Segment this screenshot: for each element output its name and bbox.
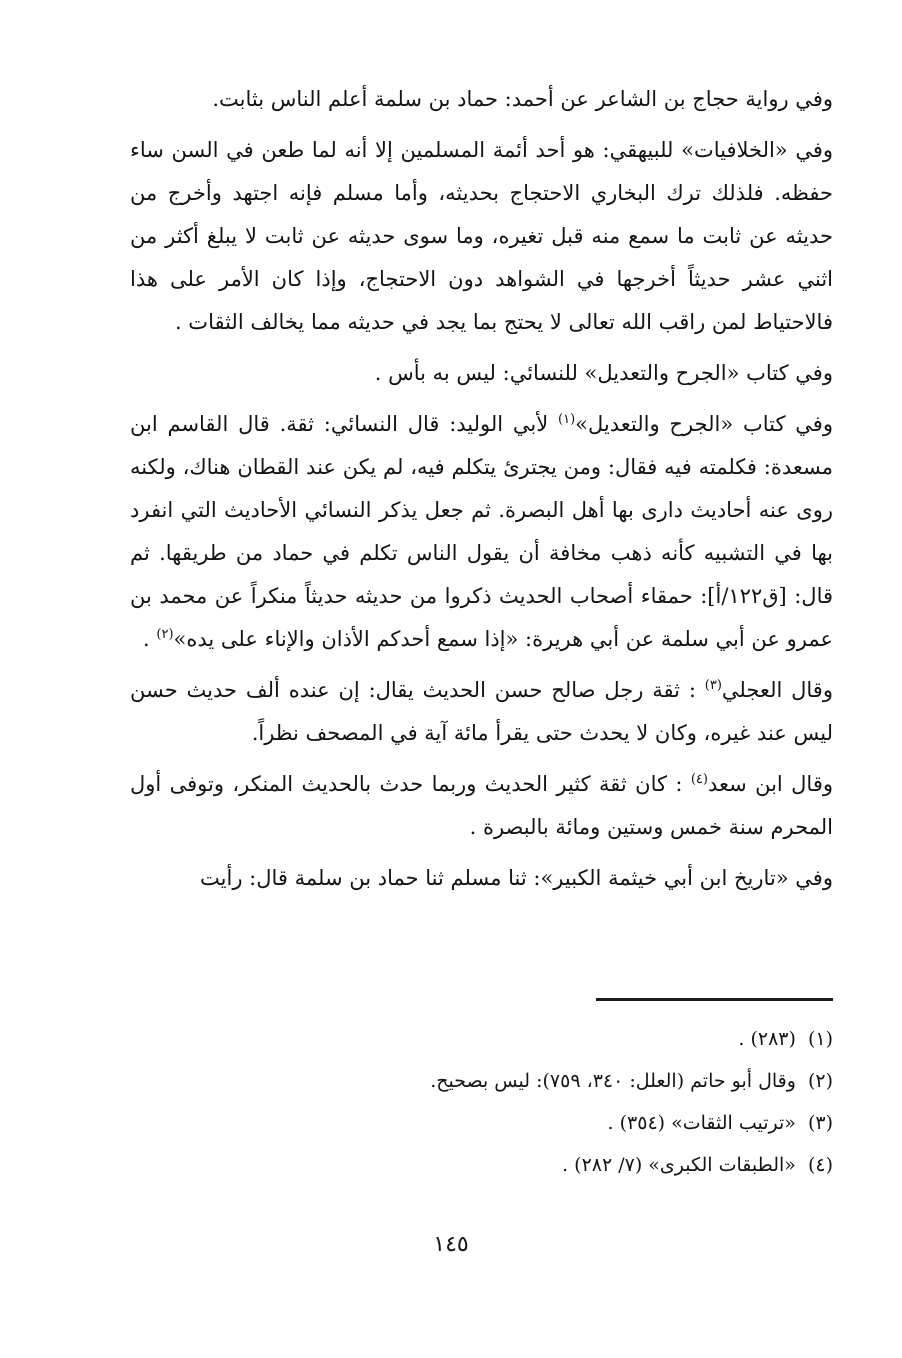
paragraph-text: وقال العجلي — [721, 678, 833, 702]
paragraph-text: وفي كتاب «الجرح والتعديل» للنسائي: ليس به بأس . — [374, 361, 833, 385]
footnote-ref: (١) — [558, 412, 576, 427]
paragraph-2 — [130, 129, 833, 344]
footnote-text: وقال أبو حاتم (العلل: ٣٤٠، ٧٥٩): ليس بصحيح. — [430, 1070, 796, 1092]
paragraph-7 — [130, 857, 833, 900]
footnote-number: (٣) — [807, 1112, 833, 1134]
footnote-text: «الطبقات الكبرى» (٧/ ٢٨٢) . — [562, 1154, 796, 1176]
footnote-4 — [300, 1144, 833, 1186]
paragraph-text: وفي رواية حجاج بن الشاعر عن أحمد: حماد بن سلمة أعلم الناس بثابت. — [212, 87, 833, 111]
footnote-ref: (٤) — [690, 772, 708, 787]
paragraph-5 — [130, 669, 833, 755]
footnote-1 — [300, 1018, 833, 1060]
footnote-2 — [300, 1060, 833, 1102]
footnote-ref: (٣) — [704, 678, 722, 693]
footnote-number: (٢) — [807, 1070, 833, 1092]
paragraph-text: وفي «تاريخ ابن أبي خيثمة الكبير»: ثنا مسلم ثنا حماد بن سلمة قال: رأيت — [200, 866, 833, 890]
paragraph-6 — [130, 763, 833, 849]
paragraph-text: وفي «الخلافيات» للبيهقي: هو أحد أئمة المسلمين إلا أنه لما طعن في السن ساء حفظه. فلذلك ترك البخاري الاحتجاج بحديثه، وأما مسلم فإنه اجتهد وأخرج من حديثه عن ثابت ما سمع منه قبل تغيره، وما سوى حديثه عن ثابت لا يبلغ أكثر من اثني عشر حديثاً أخرجها في الشواهد دون الاحتجاج، وإذا كان الأمر على هذا فالاحتياط لمن راقب الله تعالى لا يحتج بما يجد في حديثه مما يخالف الثقات . — [130, 138, 833, 334]
footnotes — [300, 1018, 833, 1186]
main-text — [130, 78, 833, 908]
paragraph-text: وفي كتاب «الجرح والتعديل» — [575, 412, 833, 436]
footnote-separator — [596, 998, 833, 1001]
paragraph-text: : كان ثقة كثير الحديث وربما حدث بالحديث المنكر، وتوفى أول المحرم سنة خمس وستين ومائة بالبصرة . — [130, 772, 833, 839]
footnote-number: (١) — [807, 1028, 833, 1050]
paragraph-text: : ثقة رجل صالح حسن الحديث يقال: إن عنده ألف حديث حسن ليس عند غيره، وكان لا يحدث حتى يقرأ مائة آية في المصحف نظراً. — [130, 678, 833, 745]
footnote-text: «ترتيب الثقات» (٣٥٤) . — [607, 1112, 796, 1134]
paragraph-text: وقال ابن سعد — [707, 772, 833, 796]
paragraph-4 — [130, 403, 833, 661]
footnote-number: (٤) — [807, 1154, 833, 1176]
paragraph-text: لأبي الوليد: قال النسائي: ثقة. قال القاسم ابن مسعدة: فكلمته فيه فقال: ومن يجترئ يتكلم فيه، لم يكن عند القطان هناك، ولكنه روى عنه أحاديث دارى بها أهل البصرة. ثم جعل يذكر النسائي الأحاديث التي انفرد بها في التشبيه كأنه ذهب مخافة أن يقول الناس تكلم في حماد من طريقها. ثم قال: [ق١٢٢/أ]: حمقاء أصحاب الحديث ذكروا من حديثه حديثاً منكراً عن محمد بن عمرو عن أبي سلمة عن أبي هريرة: «إذا سمع أحدكم الأذان والإناء على يده» — [130, 412, 834, 651]
paragraph-text: . — [143, 627, 157, 651]
page-number: ١٤٥ — [433, 1232, 469, 1257]
paragraph-1 — [130, 78, 833, 121]
footnote-3 — [300, 1102, 833, 1144]
paragraph-3 — [130, 352, 833, 395]
footnote-text: (٢٨٣) . — [738, 1028, 796, 1050]
footnote-ref: (٢) — [156, 627, 174, 642]
